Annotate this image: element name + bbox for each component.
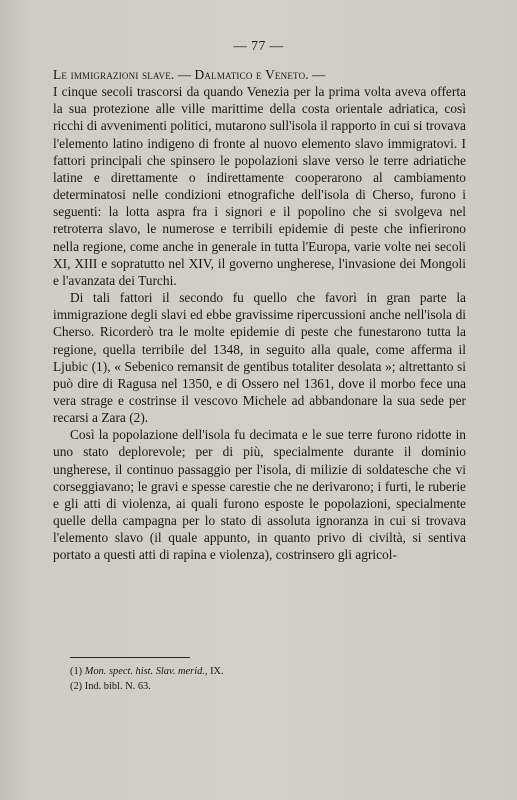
footnote-text: Ind. bibl. N. 63. (84, 681, 151, 692)
footnote-title: Mon. spect. hist. Slav. merid. (84, 666, 205, 677)
footnote-divider (70, 657, 190, 658)
footnote-1 (70, 664, 450, 679)
footnote-2 (70, 679, 450, 694)
paragraph-3: Così la popolazione dell'isola fu decimata e le sue terre furono ridotte in uno stato deplorevole; per di più, specialmente durante il dominio ungherese, il continuo passaggio per l'isola, di milizie di soldatesche che vi corseggiavano; le gravi e spesse carestie che ne derivarono; i furti, le ruberie e gli atti di violenza, ai quali furono esposte le popolazioni, specialmente quelle della campagna per lo stato di assoluta ignoranza in cui si trovava l'elemento slavo (il quale appunto, in quanto privo di civiltà, si sentiva portato a questi atti di rapina e violenza), costrinsero gli agricol- (53, 427, 466, 563)
paragraph-2: Di tali fattori il secondo fu quello che favorì in gran parte la immigrazione degli slavi ed ebbe gravissime ripercussioni anche nell'isola di Cherso. Ricorderò tra le molte epidemie di peste che funestarono tutta la regione, quella terribile del 1348, in seguito alla quale, come afferma il Ljubic (1), « Sebenico remansit de gentibus totaliter desolata »; altrettanto si può dire di Ragusa nel 1350, e di Ossero nel 1361, dove il morbo fece una vera strage e costrinse il vescovo Michele ad abbandonare la sua sede per recarsi a Zara (2). (53, 290, 466, 426)
section-heading-line (53, 66, 466, 83)
footnote-text: , IX. (204, 666, 224, 677)
section-heading-subtitle: Dalmatico e Veneto. (194, 67, 309, 82)
section-heading-separator: — (174, 67, 195, 82)
footnotes (70, 664, 450, 694)
paragraph-1: I cinque secoli trascorsi da quando Venezia per la prima volta aveva offerta la sua protezione alle ville marittime della costa orientale adriatica, così ricchi di avvenimenti politici, mutarono sull'isola il rapporto in cui si trovava l'elemento latino indigeno di fronte al nuovo elemento slavo immigratovi. I fattori principali che spinsero le popolazioni slave verso le terre adriatiche latine e direttamente o indirettamente cooperarono al cambiamento determinatosi nelle condizioni etnografiche dell'isola di Cherso, furono i seguenti: la lotta aspra fra i signori e il popolino che si svolgeva nel retroterra slavo, le numerose e terribili epidemie di peste che infierirono nella regione, come anche in generale in tutta l'Europa, varie volte nei secoli XI, XIII e sopratutto nel XIV, il governo ungherese, l'invasione dei Mongoli e l'avanzata dei Turchi. (53, 84, 466, 288)
footnote-mark: (2) (70, 681, 83, 692)
body-text (53, 66, 466, 564)
page-number: — 77 — (233, 38, 284, 53)
section-heading-trail: — (308, 67, 326, 82)
section-heading-title: Le immigrazioni slave. (53, 67, 175, 82)
footnote-mark: (1) (70, 666, 83, 677)
